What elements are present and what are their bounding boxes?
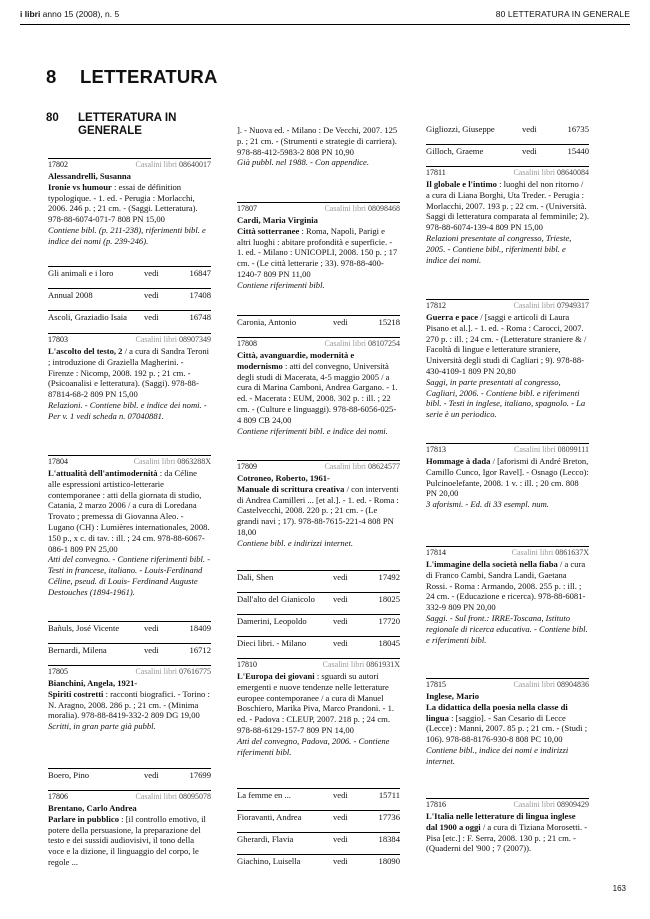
entry-title: L'attualità dell'antimodernità (48, 468, 158, 478)
entry-body: : atti del convegno, Università degli studi di Macerata, 4-5 maggio 2005 / a cura di Marina Camboni, Andrea Gargano. - 1. ed. - Macerata : EUM, 2008. 302 p. : ill. ; 22 cm. - (Culture e linguaggi). 978-88-6056-025-4 809 CB 24,00 (237, 360, 398, 425)
entry-description (426, 456, 589, 499)
entry-title: L'ascolto del testo, 2 (48, 346, 123, 356)
cross-ref-number: 16748 (189, 312, 211, 322)
entry-title: L'immagine della società nella fiaba (426, 559, 558, 569)
section-header: 80 LETTERATURA IN GENERALE (495, 9, 630, 19)
entry-header (48, 456, 211, 468)
entry-header (426, 679, 589, 691)
catalog-entry (48, 790, 211, 868)
entry-header (426, 444, 589, 456)
entry-number: 17815 (426, 680, 446, 689)
entry-body: : luoghi del non ritorno / a cura di Liana Borghi, Uta Treder. - Perugia : Morlacchi, 2007. 193 p. ; 22 cm. - (Università. Saggi di letteratura comparata al femminile; 2). 978-88-6074-139-4 809 PN 15,00 (426, 179, 589, 233)
catalog-code: Casalini libri 08107254 (324, 339, 400, 348)
entry-body: : sguardi su autori emergenti e nuove tendenze nelle letterature europee contemporanee / a cura di Manuel Boschiero, Marika Piva, Marco Prandoni. - 1. ed. - Padova : CLEUP, 2007. 218 p. ; 24 cm. 978-88-6129-157-7 809 PN 14,00 (237, 671, 395, 735)
cross-ref-number: 16847 (189, 268, 211, 278)
catalog-entry (48, 665, 211, 732)
cross-ref-number: 18090 (378, 856, 400, 866)
cross-ref-vedi: vedi (333, 317, 348, 327)
entry-title: L'Europa dei giovani (237, 671, 315, 681)
entry-number: 17805 (48, 667, 68, 676)
entry-description (237, 350, 400, 426)
cross-ref-name: Bañuls, José Vicente (48, 623, 120, 633)
entry-author: Brentano, Carlo Andrea (48, 803, 137, 813)
entry-body: : [il controllo emotivo, il potere della persuasione, la preparazione del testo e dei sussidi audiovisivi, il tono della voce e la dizione, il linguaggio del corpo, le regole ... (48, 813, 206, 867)
catalog-code: Casalini libri 07616775 (135, 667, 211, 676)
entry-description (48, 814, 211, 868)
entry-description (237, 671, 400, 736)
entry-number: 17807 (237, 204, 257, 213)
cross-ref-vedi: vedi (144, 290, 159, 300)
entry-note: Atti del convegno. - Contiene riferimenti bibl. - Testi in francese, italiano. - Louis-Ferdinand Céline, pseud. di Louis- Ferdinand Auguste Destouches (1894-1961). (48, 554, 211, 597)
cross-ref-name: Gilloch, Graeme (426, 146, 484, 156)
entry-note: Contiene bibl. e indirizzi internet. (237, 537, 354, 548)
cross-ref-row (237, 832, 400, 845)
catalog-code: Casalini libri 08640084 (513, 168, 589, 177)
entry-note: Contiene bibl. (p. 211-238), riferimenti bibl. e indice dei nomi (p. 239-246). (48, 224, 206, 246)
cross-ref-name: Dali, Shen (237, 572, 274, 582)
catalog-entry (237, 658, 400, 757)
entry-body: : da Céline alle espressioni artistico-letterarie contemporanee : atti della giornata di studio, Catania, 2 marzo 2006 / a cura di Loredana Trovato ; premessa di Giovanna Aleo. - Lugano (CH) : Lumières internationales, 2008. 150 p., x c. di tav. : ill. ; 24 cm. 978-88-6067-086-1 809 PN 25,00 (48, 468, 210, 554)
catalog-entry (426, 443, 589, 510)
cross-ref-name: Giachino, Luisella (237, 856, 301, 866)
catalog-code: Casalini libri 08640017 (135, 160, 211, 169)
entry-note: Scritti, in gran parte già pubbl. (48, 721, 156, 732)
cross-ref-row (237, 854, 400, 867)
cross-ref-vedi: vedi (333, 616, 348, 626)
cross-ref-number: 15218 (378, 317, 400, 327)
cross-ref-vedi: vedi (333, 594, 348, 604)
entry-header (237, 338, 400, 350)
entry-description (48, 689, 211, 721)
entry-number: 17814 (426, 548, 446, 557)
cross-ref-name: La femme en ... (237, 790, 291, 800)
catalog-entry (48, 455, 211, 598)
entry-description (426, 179, 589, 233)
entry-number: 17802 (48, 160, 68, 169)
entry-number: 17809 (237, 462, 257, 471)
catalog-entry (48, 158, 211, 247)
entry-title: Manuale di scrittura creativa (237, 483, 345, 494)
entry-header (426, 799, 589, 811)
entry-header (48, 159, 211, 171)
cross-ref-row (48, 768, 211, 781)
cross-ref-name: Gli animali e i loro (48, 268, 114, 278)
cross-ref-number: 17492 (378, 572, 400, 582)
cross-ref-row (237, 636, 400, 649)
catalog-entry (426, 299, 589, 420)
cross-ref-row (48, 288, 211, 301)
entry-number: 17808 (237, 339, 257, 348)
cross-ref-name: Fioravanti, Andrea (237, 812, 302, 822)
catalog-entry (237, 337, 400, 436)
cross-ref-name: Bernardi, Milena (48, 645, 107, 655)
journal-info: i libri anno 15 (2008), n. 5 (20, 9, 120, 19)
cross-ref-vedi: vedi (333, 638, 348, 648)
cross-ref-name: Dieci libri. - Milano (237, 638, 307, 648)
entry-header (237, 659, 400, 671)
catalog-entry (237, 460, 400, 549)
cross-ref-vedi: vedi (144, 268, 159, 278)
entry-header (48, 791, 211, 803)
catalog-code: Casalini libri 08098468 (324, 204, 400, 213)
entry-author: Inglese, Mario (426, 691, 479, 701)
entry-note: Relazioni presentate al congresso, Trieste, 2005. - Contiene bibl., riferimenti bibl. e indice dei nomi. (426, 232, 572, 265)
entry-body: : [saggio]. - San Cesario di Lecce (Lecce) : Manni, 2007. 85 p. ; 21 cm. - (Studi ; 106). 978-88-8176-930-8 808 PC 10,00 (426, 712, 588, 745)
entry-title: Ironie vs humour (48, 181, 112, 192)
cross-ref-vedi: vedi (144, 623, 159, 633)
entry-note: 3 aforismi. - Ed. di 33 esempl. num. (426, 499, 549, 510)
cross-ref-vedi: vedi (333, 856, 348, 866)
cross-ref-name: Gigliozzi, Giuseppe (426, 124, 495, 134)
entry-body: : Roma, Napoli, Parigi e altri luoghi : abitare profondità e superficie. - 1. ed. - Milano : UNICOPLI, 2008. 150 p. ; 17 cm. - (Le città letterarie ; 33). 978-88-400-1240-7 809 PN 11,00 (237, 225, 398, 279)
cross-ref-row (237, 810, 400, 823)
entry-description (426, 559, 589, 613)
catalog-code: Casalini libri 08624577 (324, 462, 400, 471)
cross-ref-name: Gherardi, Flavia (237, 834, 294, 844)
catalog-code: Casalini libri 08099111 (514, 445, 589, 454)
catalog-entry (48, 333, 211, 422)
cross-ref-row (237, 592, 400, 605)
entry-title: Hommage à dada (426, 456, 491, 466)
entry-note: Relazioni. - Contiene bibl. e indice dei nomi. - Per v. 1 vedi scheda n. 07040881. (48, 399, 207, 421)
entry-body: : racconti biografici. - Torino : N. Aragno, 2008. 286 p. ; 21 cm. - (Minima moralia). 978-88-8419-332-2 809 DG 19,00 (48, 688, 210, 721)
entry-title: Il globale e l'intimo (426, 179, 497, 189)
entry-title: Guerra e pace (426, 312, 479, 322)
cross-ref-row (426, 144, 589, 157)
cross-ref-row (237, 788, 400, 801)
catalog-code: Casalini libri 08095078 (135, 792, 211, 801)
entry-note: Contiene riferimenti bibl. e indice dei nomi. (237, 425, 388, 436)
catalog-entry (426, 678, 589, 767)
entry-description (48, 182, 211, 225)
cross-ref-number: 15711 (378, 790, 400, 800)
catalog-entry (237, 202, 400, 291)
cross-ref-vedi: vedi (522, 124, 537, 134)
catalog-code: Casalini libri 07949317 (513, 301, 589, 310)
entry-title: La didattica della poesia nella classe di lingua (426, 701, 568, 723)
entry-header (237, 461, 400, 473)
cross-ref-number: 18045 (378, 638, 400, 648)
catalog-code: Casalini libri 08907349 (135, 335, 211, 344)
entry-header (426, 547, 589, 559)
entry-header (426, 167, 589, 179)
entry-number: 17813 (426, 445, 446, 454)
entry-note: Saggi, in parte presentati al congresso, Cagliari, 2006. - Contiene bibl. e riferimenti bibl. - Testi in inglese, italiano, spagnolo. - La serie è un periodico. (426, 376, 586, 420)
cross-ref-vedi: vedi (333, 834, 348, 844)
catalog-entry-continued (237, 125, 400, 168)
cross-ref-number: 17699 (189, 770, 211, 780)
catalog-code: Casalini libri 08909429 (513, 800, 589, 809)
cross-ref-name: Dall'alto del Gianicolo (237, 594, 315, 604)
entry-title: Città sotterranee (237, 225, 300, 236)
catalog-entry (426, 546, 589, 645)
entry-author: Bianchini, Angela, 1921- (48, 678, 138, 688)
entry-header (48, 666, 211, 678)
entry-header (237, 203, 400, 215)
cross-ref-number: 16712 (189, 645, 211, 655)
cross-ref-vedi: vedi (144, 645, 159, 655)
cross-ref-number: 17736 (378, 812, 400, 822)
entry-number: 17810 (237, 660, 257, 669)
cross-ref-row (48, 266, 211, 279)
cross-ref-row (237, 614, 400, 627)
entry-description (426, 702, 589, 745)
entry-note: Saggi. - Sul front.: IRRE-Toscana, Istituto regionale di ricerca educativa. - Contiene bibl. e riferimenti bibl. (426, 612, 588, 645)
entry-body: / [saggi e articoli di Laura Pisano et al.]. - 1. ed. - Roma : Carocci, 2007. 270 p. : ill. ; 24 cm. - (Letterature straniere & / Facoltà di lingue e letterature straniere, Università degli studi di Cagliari ; 9). 978-88-430-4109-1 809 PN 20,80 (426, 312, 587, 376)
catalog-code: Casalini libri 08904836 (513, 680, 589, 689)
entry-note: Già pubbl. nel 1988. - Con appendice. (237, 157, 369, 168)
cross-ref-name: Annual 2008 (48, 290, 93, 300)
cross-ref-name: Ascoli, Graziadio Isaia (48, 312, 127, 322)
entry-body: / con interventi di Andrea Camilleri ... [et al.]. - 1. ed. - Roma : Castelvecchi, 2008. 220 p. ; 21 cm. - (Le grandi navi ; 17). 978-88-7615-221-4 808 PN 18,00 (237, 483, 399, 537)
cross-ref-row (48, 643, 211, 656)
entry-description (48, 346, 211, 400)
cross-ref-number: 18384 (378, 834, 400, 844)
cross-ref-number: 18025 (378, 594, 400, 604)
cross-ref-name: Damerini, Leopoldo (237, 616, 307, 626)
entry-number: 17811 (426, 168, 446, 177)
entry-description (237, 125, 400, 157)
entry-body: / a cura di Tiziana Morosetti. - Pisa [etc.] : F. Serra, 2008. 130 p. ; 21 cm. - (Quaderni del '900 ; 7 (2007)). (426, 821, 588, 854)
entry-description (426, 312, 589, 377)
entry-description (237, 484, 400, 538)
cross-ref-vedi: vedi (144, 770, 159, 780)
catalog-code: Casalini libri 0863288X (133, 457, 211, 466)
entry-number: 17804 (48, 457, 68, 466)
catalog-entry (426, 166, 589, 265)
catalog-code: Casalini libri 0861637X (511, 548, 589, 557)
cross-ref-number: 17720 (378, 616, 400, 626)
entry-author: Cardi, Maria Virginia (237, 215, 318, 225)
entry-description (426, 811, 589, 854)
cross-ref-vedi: vedi (333, 572, 348, 582)
entry-body: / [aforismi di André Breton, Camillo Cunco, Igor Ravel]. - Osnago (Lecco): Pulcinoelefante, 2008. 1 v. : ill. ; 20 cm. 808 PN 20,00 (426, 456, 589, 499)
chapter-title: 8 LETTERATURA (46, 66, 218, 87)
entry-note: Contiene riferimenti bibl. (237, 279, 325, 290)
entry-author: Alessandrelli, Susanna (48, 171, 131, 181)
cross-ref-name: Caronia, Antonio (237, 317, 297, 327)
cross-ref-number: 18409 (189, 623, 211, 633)
entry-number: 17816 (426, 800, 446, 809)
cross-ref-vedi: vedi (522, 146, 537, 156)
cross-ref-row (48, 310, 211, 323)
catalog-entry (426, 798, 589, 854)
entry-body: / a cura di Sandra Teroni ; introduzione di Graziella Magherini. - Firenze : Nicomp, 2008. 192 p. ; 21 cm. - (Psicoanalisi e letteratura). (Saggi). 978-88-87814-68-2 809 PN 15,00 (48, 346, 210, 400)
entry-note: Atti del convegno, Padova, 2006. - Contiene riferimenti bibl. (237, 735, 390, 757)
entry-description (237, 226, 400, 280)
running-header (20, 9, 630, 23)
cross-ref-number: 17408 (189, 290, 211, 300)
header-divider (20, 24, 630, 25)
entry-body: : essai de définition typologique. - 1. ed. - Perugia : Morlacchi, 2006. 246 p. ; 21 cm. - (Saggi. Letteratura). 978-88-6074-071-7 808 PN 15,00 (48, 181, 198, 225)
entry-title: Città, avanguardie, modernità e modernismo (237, 350, 355, 371)
entry-body: ]. - Nuova ed. - Milano : De Vecchi, 2007. 125 p. ; 21 cm. - (Strumenti e strategie di carriera). 978-88-412-5983-2 808 PN 10,90 (237, 125, 398, 157)
entry-header (48, 334, 211, 346)
entry-number: 17806 (48, 792, 68, 801)
entry-number: 17803 (48, 335, 68, 344)
cross-ref-row (237, 570, 400, 583)
cross-ref-vedi: vedi (333, 790, 348, 800)
page-number: 163 (612, 884, 626, 893)
cross-ref-number: 16735 (567, 124, 589, 134)
cross-ref-row (237, 315, 400, 328)
catalog-code: Casalini libri 0861931X (322, 660, 400, 669)
cross-ref-name: Boero, Pino (48, 770, 90, 780)
cross-ref-number: 15440 (567, 146, 589, 156)
entry-description (48, 468, 211, 554)
entry-number: 17812 (426, 301, 446, 310)
entry-body: / a cura di Franco Cambi, Sandra Landi, Gaetana Rossi. - Roma : Armando, 2008. 255 p. : ill. ; 24 cm. - (Educazione e ricerca). 978-88-6081-332-9 809 PN 20,00 (426, 559, 586, 613)
cross-ref-vedi: vedi (144, 312, 159, 322)
cross-ref-row (48, 621, 211, 634)
entry-title: Parlare in pubblico (48, 813, 119, 824)
cross-ref-vedi: vedi (333, 812, 348, 822)
entry-author: Cotroneo, Roberto, 1961- (237, 473, 330, 483)
entry-title: Spiriti costretti (48, 688, 104, 699)
entry-title: L'Italia nelle letterature di lingua inglese dal 1900 a oggi (426, 811, 576, 832)
cross-ref-row (426, 123, 589, 135)
entry-note: Contiene bibl., indice dei nomi e indirizzi internet. (426, 744, 569, 766)
entry-header (426, 300, 589, 312)
